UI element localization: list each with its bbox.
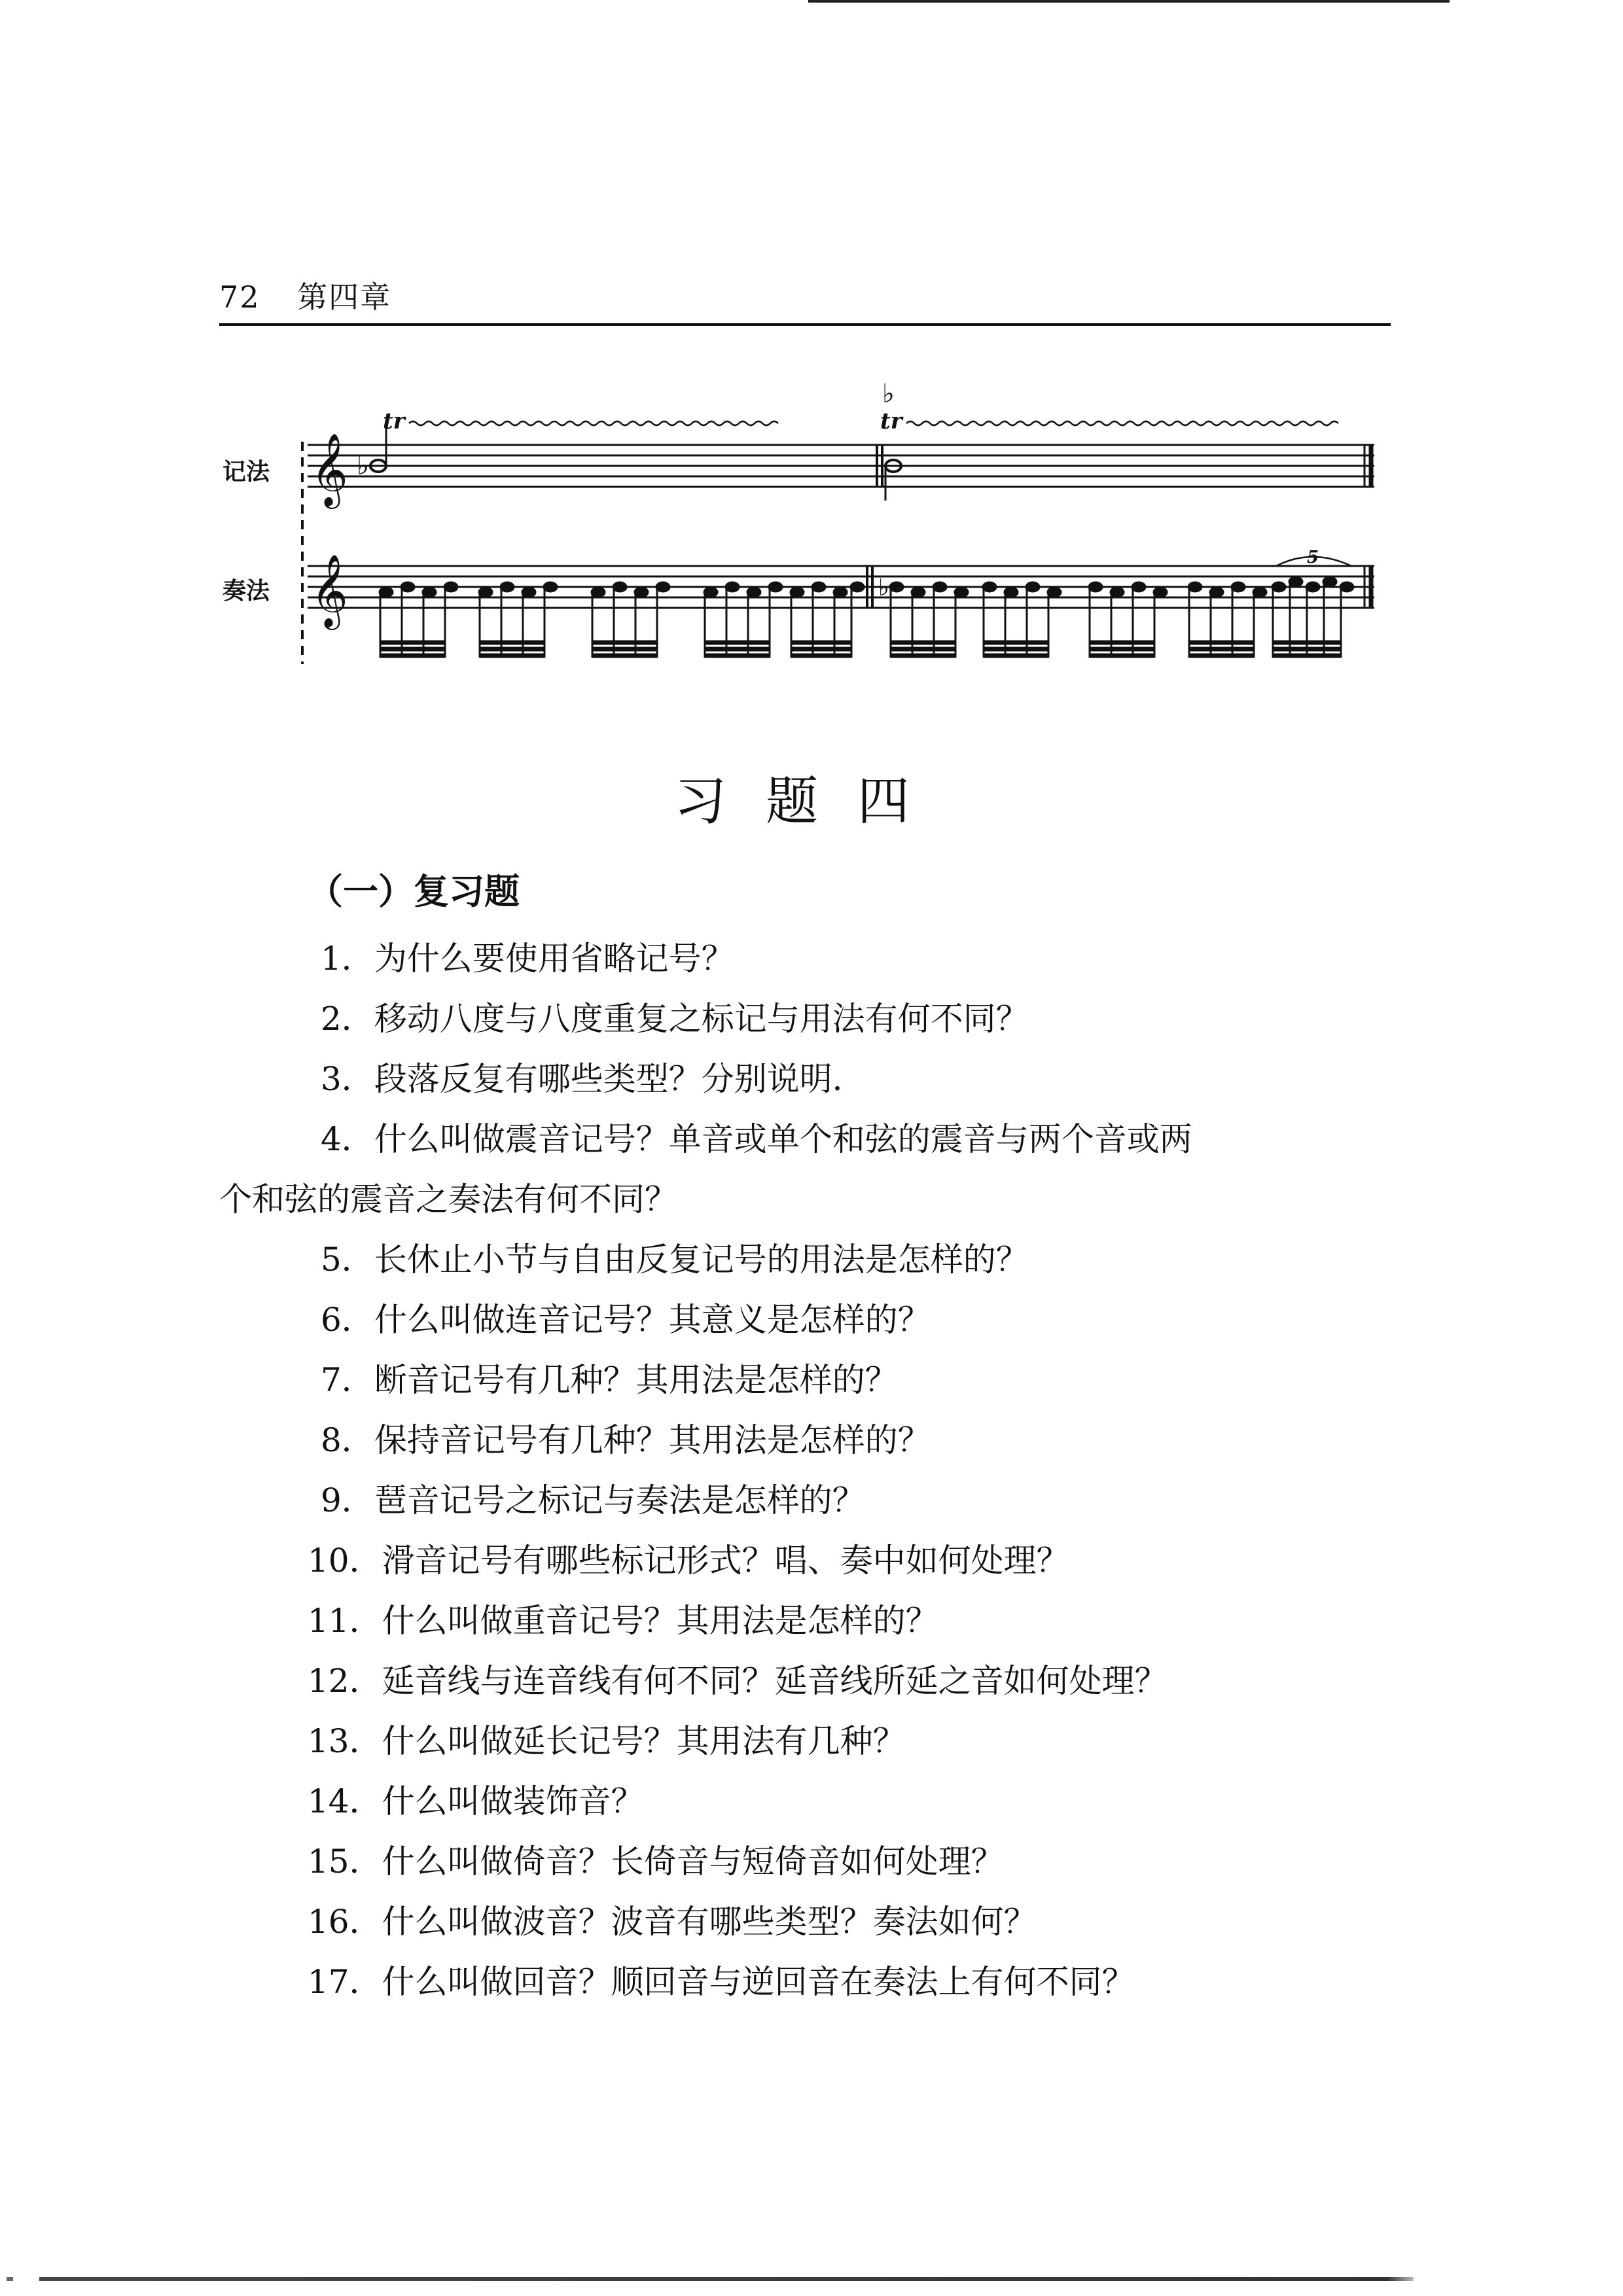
question-text: 什么叫做延长记号？其用法有几种？ (382, 1722, 906, 1760)
question-text: 琶音记号之标记与奏法是怎样的？ (374, 1481, 865, 1519)
question-number: 11． (308, 1602, 382, 1640)
question-text: 移动八度与八度重复之标记与用法有何不同？ (374, 1000, 1029, 1038)
question-item (308, 1712, 906, 1771)
music-score-example (223, 376, 1394, 690)
question-text: 什么叫做连音记号？其意义是怎样的？ (374, 1301, 931, 1339)
question-item (321, 929, 734, 988)
question-item (321, 1411, 931, 1470)
note-run-bar2 (878, 548, 1353, 658)
question-item (321, 1050, 865, 1108)
flat-icon: ♭ (878, 574, 889, 601)
treble-clef-icon: 𝄞 (311, 554, 348, 627)
question-number: 4． (321, 1120, 374, 1158)
page-number: 72 (219, 279, 260, 315)
question-text: 什么叫做震音记号？单音或单个和弦的震音与两个音或两 (374, 1120, 1192, 1158)
question-item (308, 1531, 1069, 1590)
notation-staff (308, 445, 1374, 487)
question-number: 6． (321, 1301, 374, 1339)
question-text: 为什么要使用省略记号？ (374, 940, 734, 978)
question-number: 10． (308, 1542, 382, 1580)
exercise-title: 习题四 (674, 771, 949, 832)
question-number: 3． (321, 1060, 374, 1098)
question-number: 9． (321, 1481, 374, 1519)
question-number: 13． (308, 1722, 382, 1760)
question-item (308, 1591, 938, 1650)
question-number: 2． (321, 1000, 374, 1038)
question-continuation: 个和弦的震音之奏法有何不同？ (219, 1180, 677, 1218)
question-item (321, 1351, 898, 1409)
question-text: 段落反复有哪些类型？分别说明． (374, 1060, 865, 1098)
trill-wavy-line (409, 421, 778, 425)
question-item (308, 1772, 644, 1831)
question-text: 什么叫做重音记号？其用法是怎样的？ (382, 1602, 938, 1640)
question-item (321, 1471, 865, 1530)
flat-icon: ♭ (357, 451, 369, 481)
section-heading: （一）复习题 (308, 870, 520, 912)
question-item (308, 1651, 1168, 1710)
question-text: 滑音记号有哪些标记形式？唱、奏中如何处理？ (382, 1542, 1069, 1580)
chapter-title: 第四章 (297, 279, 392, 315)
question-number: 15． (308, 1843, 382, 1881)
question-item (321, 1230, 1029, 1289)
question-number: 16． (308, 1903, 382, 1941)
question-text: 延音线与连音线有何不同？延音线所延之音如何处理？ (382, 1662, 1168, 1700)
question-number: 8． (321, 1421, 374, 1459)
tuplet-number: 5 (1307, 548, 1319, 567)
question-text: 断音记号有几种？其用法是怎样的？ (374, 1361, 898, 1399)
question-item (308, 1952, 1135, 2011)
question-number: 1． (321, 940, 374, 978)
question-text: 什么叫做倚音？长倚音与短倚音如何处理？ (382, 1843, 1004, 1881)
question-text: 什么叫做装饰音？ (382, 1782, 644, 1820)
question-number: 14． (308, 1782, 382, 1820)
question-number: 7． (321, 1361, 374, 1399)
score-svg (223, 376, 1394, 690)
trill-mark: tr (383, 408, 405, 434)
question-number: 12． (308, 1662, 382, 1700)
flat-icon: ♭ (882, 379, 895, 409)
footer-rule (0, 2277, 1414, 2281)
question-item (308, 1832, 1004, 1891)
treble-clef-icon: 𝄞 (311, 433, 348, 506)
trill-wavy-line (906, 421, 1338, 425)
notation-label: 记法 (223, 458, 270, 486)
question-item (321, 1110, 1192, 1169)
question-text: 什么叫做回音？顺回音与逆回音在奏法上有何不同？ (382, 1963, 1135, 2001)
question-text: 什么叫做波音？波音有哪些类型？奏法如何？ (382, 1903, 1037, 1941)
question-item (308, 1892, 1037, 1951)
question-number: 5． (321, 1241, 374, 1279)
trill-mark: tr (880, 408, 902, 434)
question-text: 保持音记号有几种？其用法是怎样的？ (374, 1421, 931, 1459)
question-item (321, 989, 1029, 1048)
question-text: 长休止小节与自由反复记号的用法是怎样的？ (374, 1241, 1029, 1279)
note-run-bar1 (380, 582, 864, 658)
header-rule (219, 323, 1391, 326)
performance-label: 奏法 (223, 577, 270, 605)
question-item (321, 1290, 931, 1349)
top-edge-rule (808, 0, 1450, 3)
question-number: 17． (308, 1963, 382, 2001)
page-header (219, 274, 391, 317)
